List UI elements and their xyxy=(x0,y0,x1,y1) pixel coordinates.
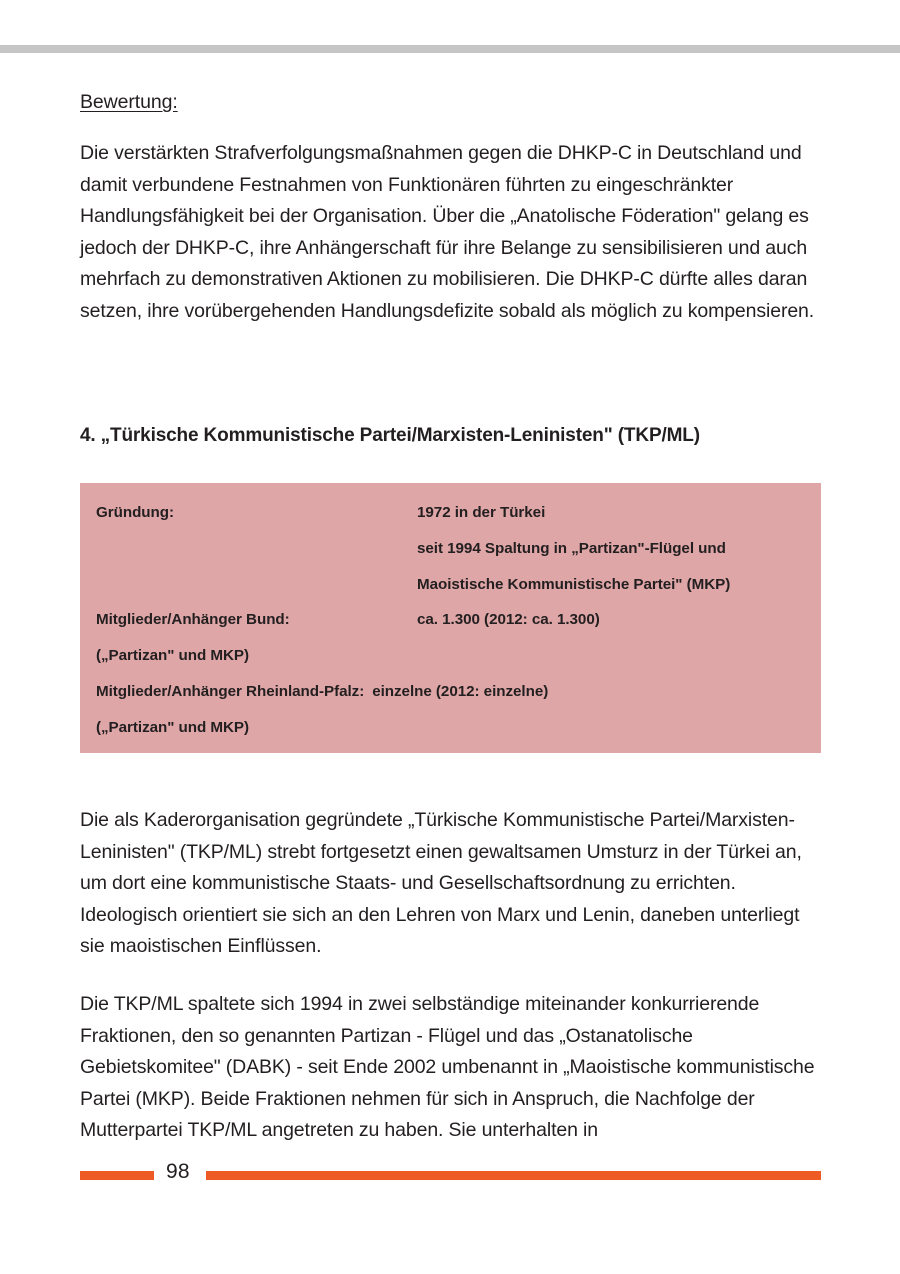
fact-value: einzelne (2012: einzelne) xyxy=(372,682,549,700)
fact-label: („Partizan" und MKP) xyxy=(96,718,250,736)
paragraph-spaltung: Die TKP/ML spaltete sich 1994 in zwei selbständige miteinander konkurrierende Fraktionen, den so genannten Partizan - Flügel und das „Ostanatolische Gebietskomitee" (DABK) - seit Ende 2002 umbenannt in „Maoistische kommunistische Partei (MKP). Beide Fraktionen nehmen für sich in Anspruch, die Nachfolge der Mutterpartei TKP/ML angetreten zu haben. Sie unterhalten in xyxy=(80,992,815,1142)
fact-row xyxy=(96,576,821,612)
fact-row xyxy=(96,683,821,719)
page-number: 98 xyxy=(166,1160,190,1183)
page-footer xyxy=(0,1160,900,1188)
fact-label: („Partizan" und MKP) xyxy=(96,647,250,665)
heading-block xyxy=(80,422,822,450)
fact-value: seit 1994 Spaltung in „Partizan"-Flügel und xyxy=(417,539,726,557)
fact-row xyxy=(96,611,821,647)
fact-row xyxy=(96,719,821,755)
fact-box-tkpml xyxy=(80,483,821,753)
fact-value: Maoistische Kommunistische Partei" (MKP) xyxy=(417,575,731,593)
fact-row xyxy=(96,540,821,576)
footer-rule-right xyxy=(206,1171,821,1180)
lower-content-block xyxy=(80,805,828,1173)
page-heading-tkpml: 4. „Türkische Kommunistische Partei/Marxisten-Leninisten" (TKP/ML) xyxy=(80,425,700,446)
fact-row xyxy=(96,504,821,540)
header-rule xyxy=(0,45,900,53)
fact-value: 1972 in der Türkei xyxy=(417,504,546,521)
upper-content-block xyxy=(80,88,822,354)
section-label-bewertung: Bewertung: xyxy=(80,91,178,113)
fact-row xyxy=(96,647,821,683)
paragraph-kaderorganisation: Die als Kaderorganisation gegründete „Türkische Kommunistische Partei/Marxisten-Leninisten" (TKP/ML) strebt fortgesetzt einen gewaltsamen Umsturz in der Türkei an, um dort eine kommunistische Staats- und Gesellschaftsordnung zu errichten. Ideologisch orientiert sie sich an den Lehren von Marx und Lenin, daneben unterliegt sie maoistischen Einflüssen. xyxy=(80,809,802,958)
footer-rule-left xyxy=(80,1171,154,1180)
paragraph-bewertung: Die verstärkten Strafverfolgungsmaßnahmen gegen die DHKP-C in Deutschland und damit verbundene Festnahmen von Funktionären führten zu eingeschränkter Handlungsfähigkeit bei der Organisation. Über die „Anatolische Föderation" gelang es jedoch der DHKP-C, ihre Anhängerschaft für ihre Belange zu sensibilisieren und auch mehrfach zu demonstrativen Aktionen zu mobilisieren. Die DHKP-C dürfte alles daran setzen, ihre vorübergehenden Handlungsdefizite sobald als möglich zu kompensieren. xyxy=(80,142,815,322)
fact-label: Gründung: xyxy=(96,504,174,521)
fact-value: ca. 1.300 (2012: ca. 1.300) xyxy=(417,611,600,629)
fact-label: Mitglieder/Anhänger Bund: xyxy=(96,611,290,629)
fact-label: Mitglieder/Anhänger Rheinland-Pfalz: xyxy=(96,682,365,700)
